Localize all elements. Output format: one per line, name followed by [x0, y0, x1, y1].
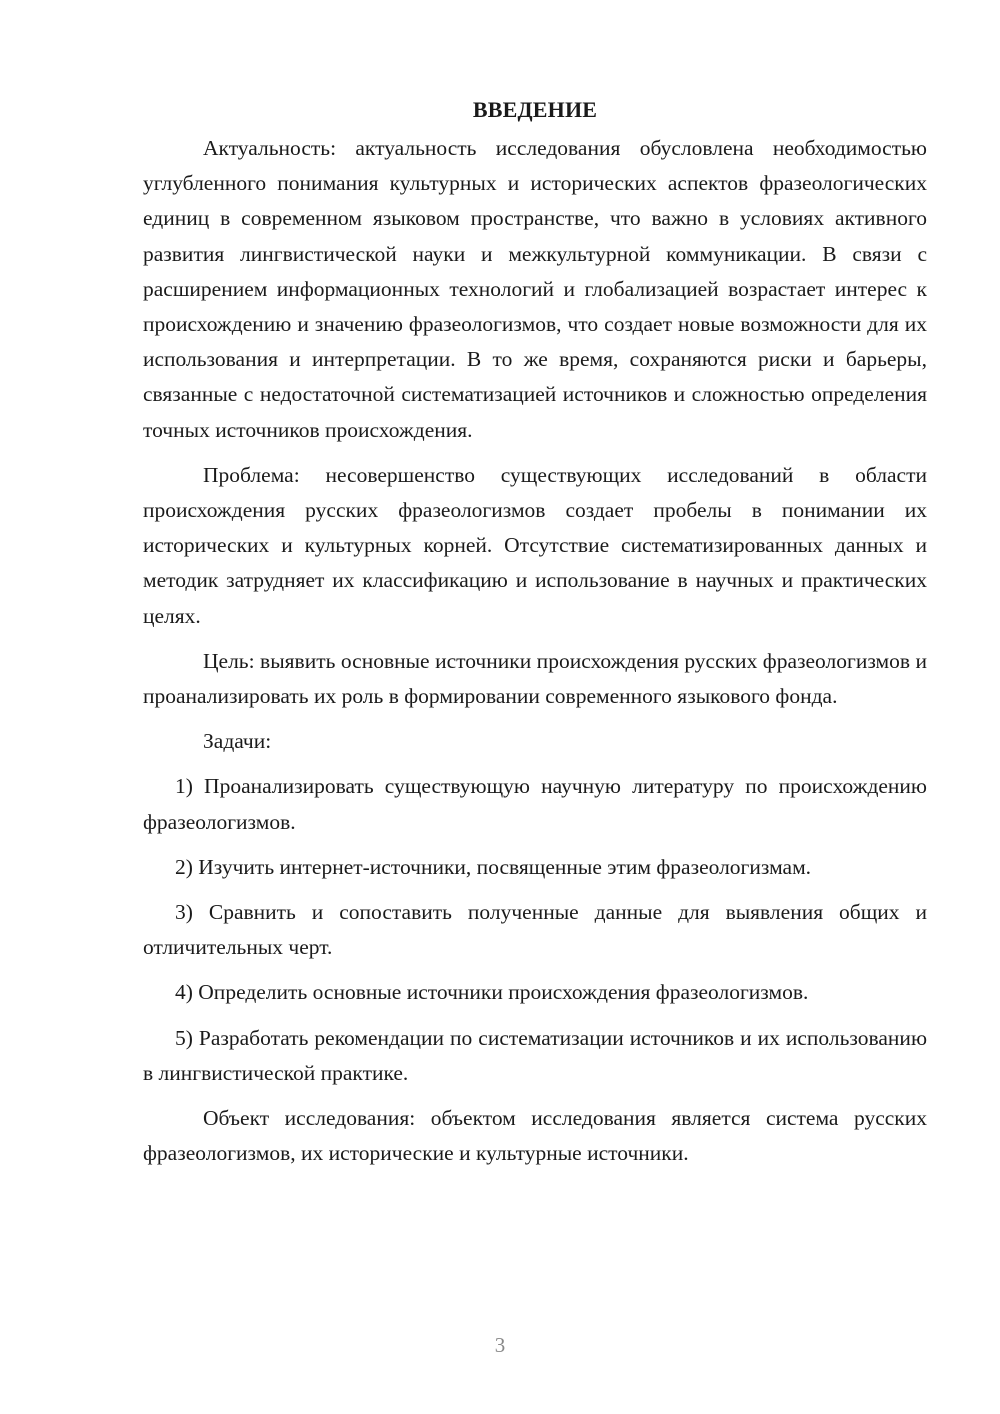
goal-paragraph: Цель: выявить основные источники происхождения русских фразеологизмов и проанализировать их роль в формировании современного языкового фонда.: [143, 648, 927, 709]
relevance-paragraph: Актуальность: актуальность исследования обусловлена необходимостью углубленного понимания культурных и исторических аспектов фразеологических единиц в современном языковом пространстве, что важно в условиях активного развития лингвистической науки и межкультурной коммуникации. В связи с расширением информационных технологий и глобализацией возрастает интерес к происхождению и значению фразеологизмов, что создает новые возможности для их использования и интерпретации. В то же время, сохраняются риски и барьеры, связанные с недостаточной систематизацией источников и сложностью определения точных источников происхождения.: [143, 136, 927, 442]
task-item-3: 3) Сравнить и сопоставить полученные данные для выявления общих и отличительных черт.: [143, 900, 927, 960]
tasks-heading: Задачи:: [203, 729, 272, 754]
task-item-5: 5) Разработать рекомендации по систематизации источников и их использованию в лингвистической практике.: [143, 1025, 927, 1085]
section-title: ВВЕДЕНИЕ: [472, 97, 598, 122]
research-object-paragraph: Объект исследования: объектом исследования является система русских фразеологизмов, их исторические и культурные источники.: [143, 1106, 927, 1166]
task-item-1: 1) Проанализировать существующую научную литературу по происхождению фразеологизмов.: [143, 774, 927, 834]
task-item-2: 2) Изучить интернет-источники, посвященные этим фразеологизмам.: [175, 854, 812, 879]
problem-paragraph: Проблема: несовершенство существующих исследований в области происхождения русских фразеологизмов создает пробелы в понимании их исторических и культурных корней. Отсутствие систематизированных данных и методик затрудняет их классификацию и использование в научных и практических целях.: [143, 462, 927, 628]
task-item-4: 4) Определить основные источники происхождения фразеологизмов.: [175, 980, 809, 1005]
document-page: [143, 92, 927, 1181]
page-number: 3: [494, 1333, 506, 1357]
